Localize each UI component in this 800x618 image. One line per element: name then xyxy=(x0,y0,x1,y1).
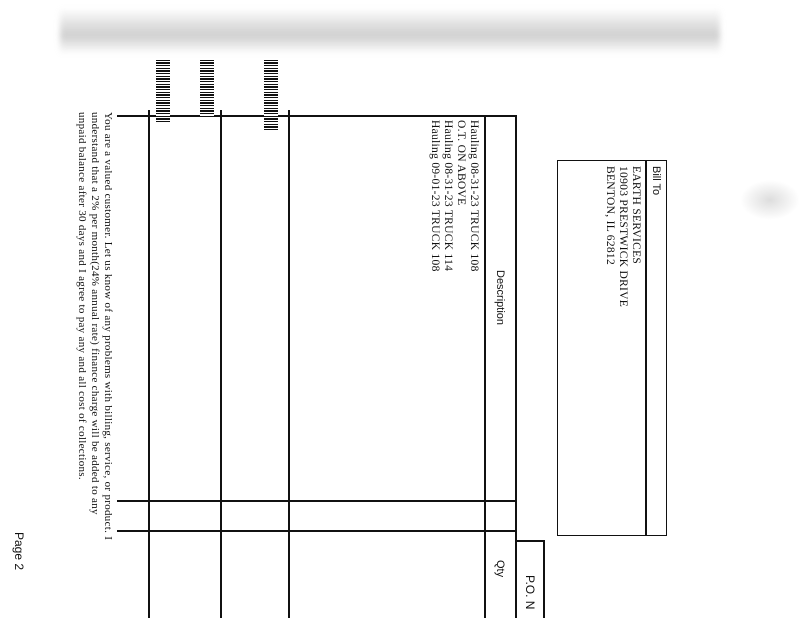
bill-to-city: BENTON, IL 62812 xyxy=(604,166,616,266)
bill-to-header: Bill To xyxy=(650,166,662,196)
footer-text-line-3: unpaid balance after 30 days and I agree to pay any and all cost of collections. xyxy=(76,112,88,480)
table-bottom-line-3 xyxy=(149,110,151,618)
description-column-header: Description xyxy=(494,270,506,326)
scan-artifact-barcode xyxy=(200,60,214,118)
scan-artifact-barcode xyxy=(264,60,278,130)
page-number: Page 2 xyxy=(12,532,26,571)
po-box-top xyxy=(544,540,546,618)
table-bottom-line-1 xyxy=(289,110,291,618)
table-right-divider xyxy=(117,530,517,532)
table-header-divider xyxy=(485,115,487,618)
po-number-header: P.O. N xyxy=(523,575,537,610)
table-bottom-line-2 xyxy=(221,110,223,618)
bill-to-divider xyxy=(646,160,648,536)
line-item: Hauling 09-01-23 TRUCK 108 xyxy=(429,120,441,272)
footer-text-line-2: understand that a 2% per month(24% annual rate) finance charge will be added to any xyxy=(89,112,101,515)
table-left-border xyxy=(117,115,517,117)
line-item: Hauling 08-31-23 TRUCK 108 xyxy=(468,120,480,272)
table-top-border xyxy=(516,115,518,618)
footer-text-line-1: You are a valued customer. Let us know of any problems with billing, service, or product. I xyxy=(102,112,114,541)
table-column-divider xyxy=(117,500,517,502)
line-item: Hauling 08-31-23 TRUCK 114 xyxy=(442,120,454,272)
scan-artifact-barcode xyxy=(156,60,170,124)
line-item: O.T. ON ABOVE xyxy=(455,120,467,206)
bill-to-name: EARTH SERVICES xyxy=(630,166,642,265)
po-box-left xyxy=(515,540,545,542)
bill-to-street: 10903 PRESTWICK DRIVE xyxy=(617,166,629,308)
qty-column-header: Qty xyxy=(494,560,506,578)
